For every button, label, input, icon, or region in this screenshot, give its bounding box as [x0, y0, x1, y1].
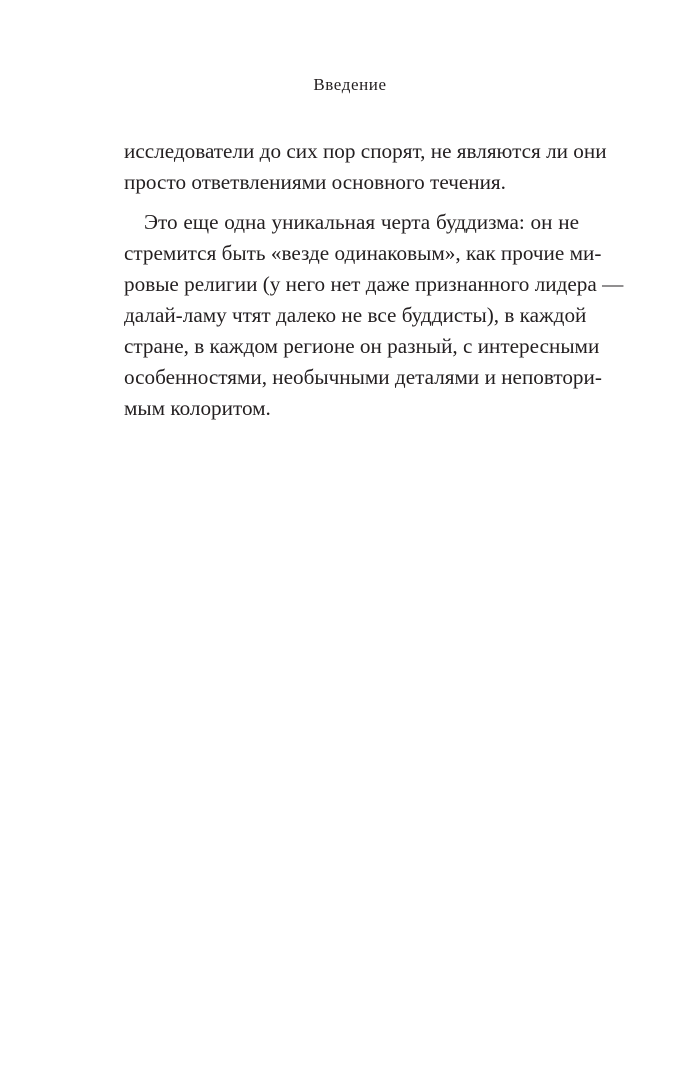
text-line: Это еще одна уникальная черта буддизма: он не — [144, 210, 579, 234]
paragraph-spacer — [124, 198, 579, 207]
text-line: мым колоритом. — [124, 396, 271, 420]
running-head: Введение — [313, 75, 387, 94]
text-line: стране, в каждом регионе он разный, с интересными — [124, 334, 600, 358]
text-line: просто ответвлениями основного течения. — [124, 170, 506, 194]
text-line: стремится быть «везде одинаковым», как прочие ми- — [124, 241, 602, 265]
text-line: исследователи до сих пор спорят, не являются ли они — [124, 139, 607, 163]
text-line: ровые религии (у него нет даже признанного лидера — — [124, 272, 624, 296]
paragraph-2 — [124, 207, 624, 424]
paragraph-1 — [124, 136, 607, 198]
text-line: далай-ламу чтят далеко не все буддисты), в каждой — [124, 303, 587, 327]
text-line: особенностями, необычными деталями и неповтори- — [124, 365, 602, 389]
body-text — [124, 136, 624, 424]
